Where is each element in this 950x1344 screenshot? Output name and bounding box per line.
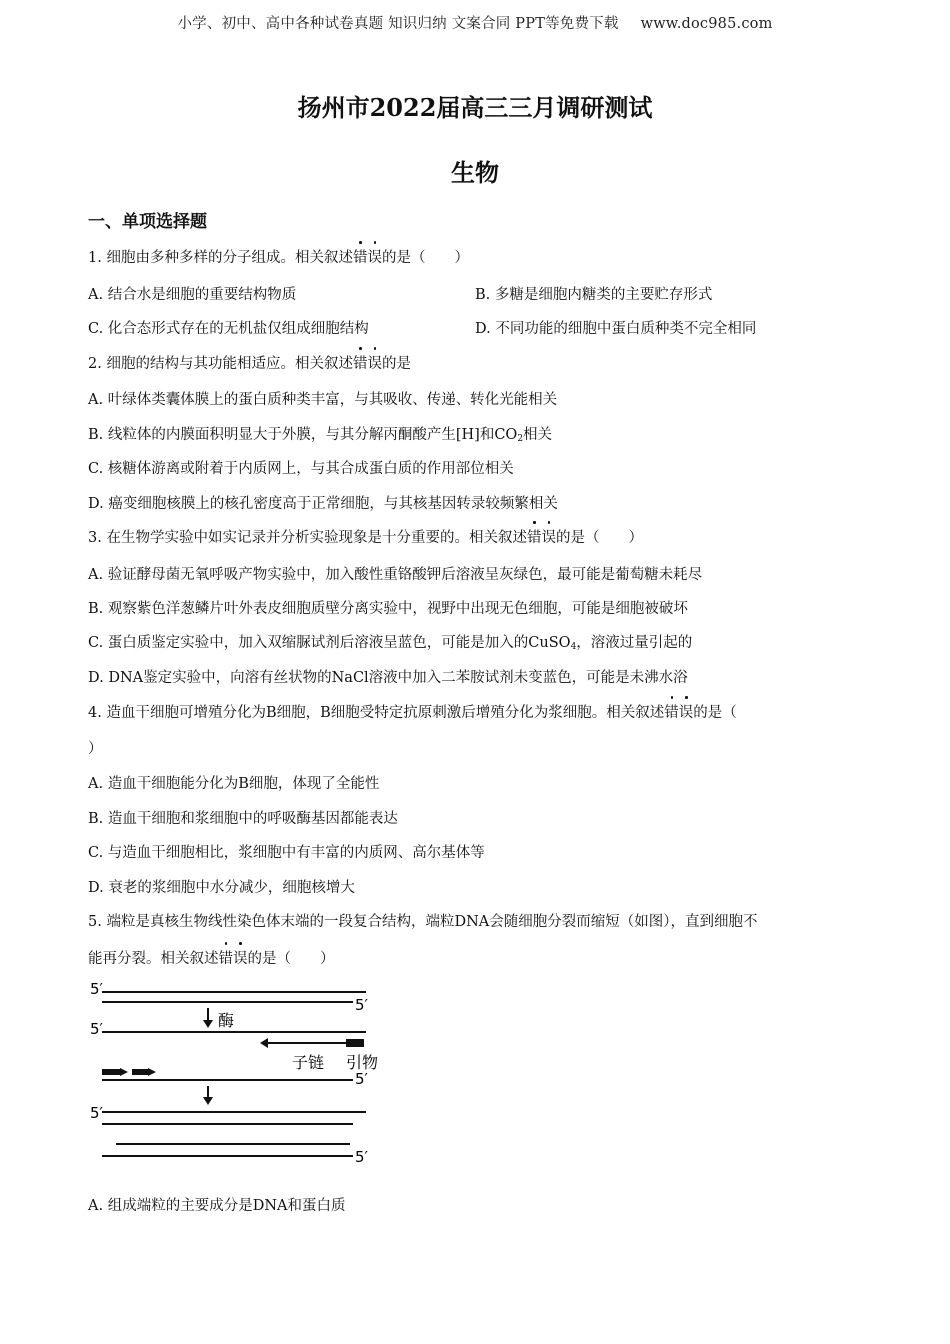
daughter-arrowhead [260,1038,268,1048]
q3-option-b: B. 观察紫色洋葱鳞片叶外表皮细胞质壁分离实验中，视野中出现无色细胞，可能是细胞被破坏 [88,601,688,617]
q4-option-b: B. 造血干细胞和浆细胞中的呼吸酶基因都能表达 [88,811,398,827]
q1-option-a: A. 结合水是细胞的重要结构物质 [88,287,297,303]
q4-stem: 4. 造血干细胞可增殖分化为B细胞，B细胞受特定抗原刺激后增殖分化为浆细胞。相关叙述错误的是（ [88,701,737,722]
label-5prime-top: 5′ [90,980,103,998]
fragment-1-head [120,1068,128,1076]
q4-option-d: D. 衰老的浆细胞中水分减少，细胞核增大 [88,880,355,896]
q2-option-b: B. 线粒体的内膜面积明显大于外膜，与其分解丙酮酸产生[H]和$CO_2$相关 [88,427,553,444]
q1-stem: 1. 细胞由多种多样的分子组成。相关叙述错误的是（ ） [88,246,469,267]
exam-title: 扬州市2022届高三三月调研测试 [297,93,653,122]
q5-stem-cont: 能再分裂。相关叙述错误的是（ ） [88,947,335,968]
label-daughter: 子链 [292,1053,325,1072]
label-primer: 引物 [346,1053,379,1072]
q5-option-a: A. 组成端粒的主要成分是DNA和蛋白质 [88,1198,346,1214]
q2-stem: 2. 细胞的结构与其功能相适应。相关叙述错误的是 [88,352,411,373]
q4-stem-cont: ） [88,741,103,757]
page-header [0,12,950,33]
emphasis-char: 错 [353,352,368,373]
emphasis-char: 误 [367,352,382,373]
telomere-diagram [88,978,388,1168]
arrow-2-head [203,1097,213,1105]
fragment-2 [132,1069,148,1075]
q5-stem: 5. 端粒是真核生物线性染色体末端的一段复合结构，端粒DNA会随细胞分裂而缩短（如图），直到细胞不 [88,914,758,930]
label-5prime-top-right: 5′ [355,996,368,1014]
emphasis-char: 错 [527,526,542,547]
emphasis-char: 误 [541,526,556,547]
emphasis-char: 误 [233,947,248,968]
header-site-link[interactable]: www.doc985.com [640,16,773,32]
header-text: 小学、初中、高中各种试卷真题 知识归纳 文案合同 PPT等免费下载 [177,16,619,32]
label-5prime-bottom-right: 5′ [355,1148,368,1166]
q4-option-c: C. 与造血干细胞相比，浆细胞中有丰富的内质网、高尔基体等 [88,845,485,861]
primer-block [346,1039,364,1047]
label-enzyme: 酶 [218,1011,235,1030]
emphasis-char: 错 [219,947,234,968]
emphasis-char: 误 [367,246,382,267]
q1-option-c: C. 化合态形式存在的无机盐仅组成细胞结构 [88,321,369,337]
label-5prime-mid: 5′ [90,1020,103,1038]
q1-option-b: B. 多糖是细胞内糖类的主要贮存形式 [475,287,713,303]
fragment-1 [102,1069,120,1075]
q4-option-a: A. 造血干细胞能分化为B细胞，体现了全能性 [88,776,380,792]
label-5prime-third: 5′ [355,1070,368,1088]
emphasis-char: 错 [353,246,368,267]
q2-option-c: C. 核糖体游离或附着于内质网上，与其合成蛋白质的作用部位相关 [88,461,514,477]
emphasis-char: 错 [664,701,679,722]
emphasis-char: 误 [679,701,694,722]
exam-subject: 生物 [451,158,499,187]
q3-option-c: C. 蛋白质鉴定实验中，加入双缩脲试剂后溶液呈蓝色，可能是加入的CuSO$_4$，溶液过量引起的 [88,635,693,652]
arrow-enzyme-head [203,1020,213,1028]
q1-option-d: D. 不同功能的细胞中蛋白质种类不完全相同 [475,321,757,337]
label-5prime-bottom: 5′ [90,1104,103,1122]
fragment-2-head [148,1068,156,1076]
section-heading: 一、单项选择题 [88,212,207,232]
q3-option-a: A. 验证酵母菌无氧呼吸产物实验中，加入酸性重铬酸钾后溶液呈灰绿色，最可能是葡萄糖未耗尽 [88,567,703,583]
q2-option-d: D. 癌变细胞核膜上的核孔密度高于正常细胞，与其核基因转录较频繁相关 [88,496,558,512]
q2-option-a: A. 叶绿体类囊体膜上的蛋白质种类丰富，与其吸收、传递、转化光能相关 [88,392,558,408]
q3-stem: 3. 在生物学实验中如实记录并分析实验现象是十分重要的。相关叙述错误的是（ ） [88,526,643,547]
q3-option-d: D. DNA鉴定实验中，向溶有丝状物的NaCl溶液中加入二苯胺试剂未变蓝色，可能是未沸水浴 [88,670,688,686]
